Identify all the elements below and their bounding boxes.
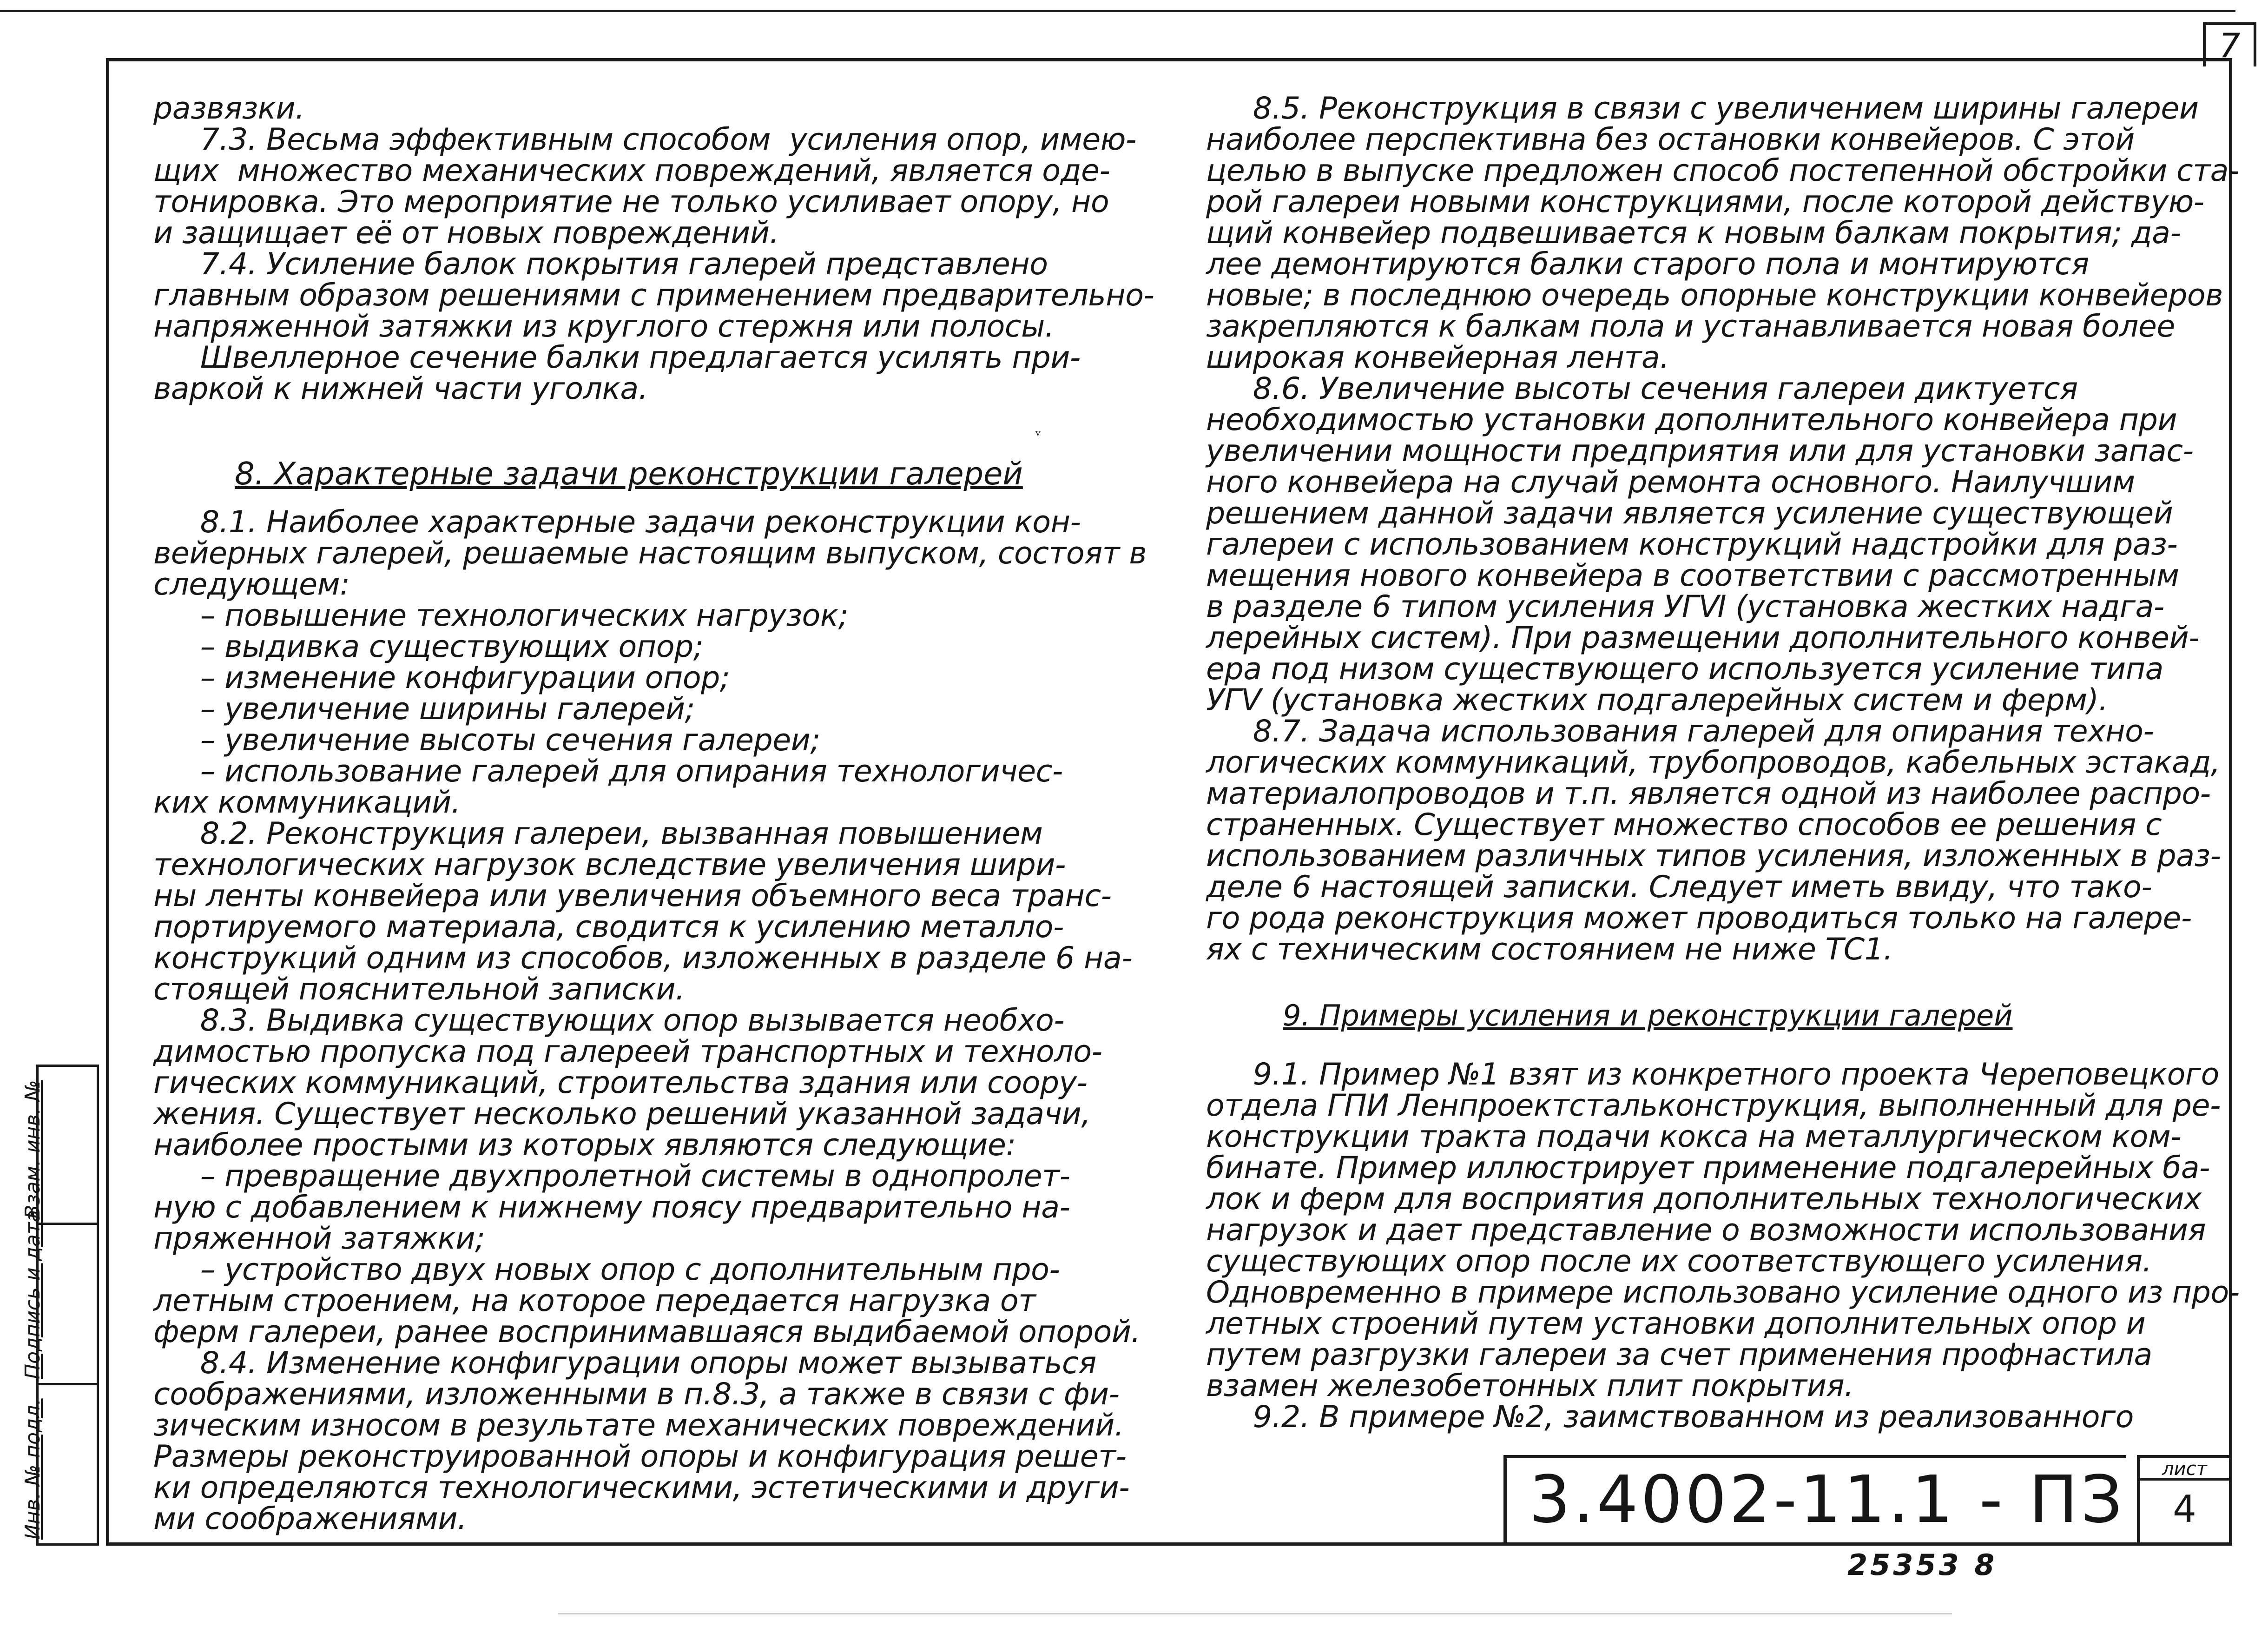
text-line: ны ленты конвейера или увеличения объемного веса транс- — [153, 879, 1112, 913]
text-line: – выдивка существующих опор; — [153, 629, 704, 664]
sidebar-label-inventory: Инв. № подл. — [21, 1398, 45, 1540]
sidebar-cell-inventory — [21, 1385, 97, 1543]
text-line: лок и ферм для восприятия дополнительных технологических — [1206, 1182, 2202, 1217]
text-line: – использование галерей для опирания технологичес- — [153, 754, 1063, 789]
text-line: закрепляются к балкам пола и устанавливается новая более — [1206, 309, 2175, 344]
text-line: – устройство двух новых опор с дополнительным про- — [153, 1252, 1060, 1287]
text-line: ера под низом существующего используется усиление типа — [1206, 652, 2163, 687]
text-line: варкой к нижней части уголка. — [153, 371, 648, 406]
section-9-title: 9. Примеры усиления и реконструкции галерей — [1283, 999, 2013, 1032]
text-line: конструкций одним из способов, изложенных в разделе 6 на- — [153, 941, 1133, 976]
text-line: решением данной задачи является усиление существующей — [1206, 496, 2173, 531]
text-line: го рода реконструкция может проводиться только на галере- — [1206, 901, 2192, 936]
sidebar-label-replacement: Взам. инв. № — [21, 1080, 45, 1219]
text-line: галереи с использованием конструкций надстройки для раз- — [1206, 527, 2178, 562]
text-line: – изменение конфигурации опор; — [153, 661, 730, 695]
text-line: – превращение двухпролетной системы в однопролет- — [153, 1159, 1070, 1194]
text-line: технологических нагрузок вследствие увеличения шири- — [153, 847, 1066, 882]
text-line: ферм галереи, ранее воспринимавшаяся выдибаемой опорой. — [153, 1315, 1141, 1349]
text-line: нагрузок и дает представление о возможности использования — [1206, 1213, 2206, 1248]
bottom-scan-line — [558, 1613, 1952, 1614]
text-line: ми соображениями. — [153, 1501, 467, 1536]
text-line: необходимостью установки дополнительного конвейера при — [1206, 403, 2177, 437]
text-line: и защищает её от новых повреждений. — [153, 216, 779, 251]
text-line: существующих опор после их соответствующего усиления. — [1206, 1244, 2152, 1279]
text-line: – увеличение высоты сечения галереи; — [153, 723, 820, 758]
text-line: 8.7. Задача использования галерей для опирания техно- — [1206, 714, 2154, 749]
text-line: летным строением, на которое передается нагрузка от — [153, 1283, 1036, 1318]
text-line: тонировка. Это мероприятие не только усиливает опору, но — [153, 185, 1109, 219]
page-corner-number: 7 — [2203, 22, 2256, 66]
text-line: отдела ГПИ Ленпроектстальконструкция, выполненный для ре- — [1206, 1088, 2221, 1123]
top-border-line — [0, 10, 2235, 12]
text-line: ную с добавлением к нижнему поясу предварительно на- — [153, 1190, 1070, 1225]
text-line: бинате. Пример иллюстрирует применение подгалерейных ба- — [1206, 1151, 2210, 1185]
text-line: соображениями, изложенными в п.8.3, а также в связи с фи- — [153, 1377, 1120, 1412]
text-line: 9.1. Пример №1 взят из конкретного проекта Череповецкого — [1206, 1057, 2219, 1092]
text-line: напряженной затяжки из круглого стержня или полосы. — [153, 309, 1055, 344]
text-line: развязки. — [153, 91, 305, 126]
text-line: следующем: — [153, 567, 350, 602]
text-line: Размеры реконструированной опоры и конфигурация решет- — [153, 1439, 1127, 1474]
text-line: путем разгрузки галереи за счет применения профнастила — [1206, 1337, 2152, 1372]
text-line: ких коммуникаций. — [153, 785, 461, 820]
text-line: лерейных систем). При размещении дополнительного конвей- — [1206, 621, 2200, 655]
text-line: увеличении мощности предприятия или для установки запас- — [1206, 434, 2194, 469]
text-line: стоящей пояснительной записки. — [153, 972, 685, 1007]
text-line: – повышение технологических нагрузок; — [153, 598, 848, 633]
text-line: щий конвейер подвешивается к новым балкам покрытия; да- — [1206, 216, 2181, 251]
document-code: 3.4002-11.1 - ПЗ — [1529, 1462, 2125, 1538]
text-line: ях с техническим состоянием не ниже ТС1. — [1206, 932, 1893, 967]
text-line: мещения нового конвейера в соответствии с рассмотренным — [1206, 558, 2179, 593]
text-line: 8.5. Реконструкция в связи с увеличением ширины галереи — [1206, 91, 2199, 126]
text-line: 8.4. Изменение конфигурации опоры может вызываться — [153, 1346, 1096, 1381]
text-line: в разделе 6 типом усиления УГⅥ (установка жестких надга- — [1206, 589, 2164, 624]
sheet-number-box — [2137, 1455, 2232, 1546]
text-line: 8.2. Реконструкция галереи, вызванная повышением — [153, 816, 1043, 851]
sidebar-label-signature: Подпись и дата — [21, 1210, 45, 1379]
text-line: материалопроводов и т.п. является одной из наиболее распро- — [1206, 776, 2211, 811]
text-line: использованием различных типов усиления, изложенных в раз- — [1206, 839, 2221, 873]
text-line: ки определяются технологическими, эстетическими и други- — [153, 1470, 1130, 1505]
text-line: страненных. Существует множество способов ее решения с — [1206, 807, 2162, 842]
text-line: пряженной затяжки; — [153, 1221, 485, 1256]
side-approval-stamp — [21, 1065, 99, 1546]
text-line: вейерных галерей, решаемые настоящим выпуском, состоят в — [153, 536, 1147, 571]
text-line: рой галереи новыми конструкциями, после которой действую- — [1206, 185, 2204, 219]
text-line: наиболее перспективна без остановки конвейеров. С этой — [1206, 122, 2135, 157]
text-line: УГⅤ (установка жестких подгалерейных систем и ферм). — [1206, 683, 2108, 718]
text-line: целью в выпуске предложен способ постепенной обстройки ста- — [1206, 153, 2239, 188]
text-line: 9.2. В примере №2, заимствованном из реализованного — [1206, 1400, 2134, 1435]
text-line: логических коммуникаций, трубопроводов, кабельных эстакад, — [1206, 745, 2221, 780]
sheet-label: лист — [2140, 1458, 2229, 1481]
left-column-bottom — [153, 507, 1194, 1534]
text-line: лее демонтируются балки старого пола и монтируются — [1206, 247, 2089, 282]
text-line: щих множество механических повреждений, является оде- — [153, 153, 1110, 188]
text-line: портируемого материала, сводится к усилению металло- — [153, 910, 1064, 945]
text-line: Одновременно в примере использовано усиление одного из про- — [1206, 1275, 2240, 1310]
stray-mark: ᵛ — [1035, 428, 1041, 444]
text-line: 8.3. Выдивка существующих опор вызывается необхо- — [153, 1003, 1065, 1038]
text-line: – увеличение ширины галерей; — [153, 692, 695, 727]
text-line: 7.4. Усиление балок покрытия галерей представлено — [153, 247, 1048, 282]
right-column-bottom — [1206, 1057, 2240, 1435]
sidebar-cell-replacement — [21, 1067, 97, 1225]
sheet-number: 4 — [2173, 1488, 2196, 1531]
text-line: деле 6 настоящей записки. Следует иметь ввиду, что тако- — [1206, 870, 2152, 905]
text-line: широкая конвейерная лента. — [1206, 340, 1669, 375]
archive-number: 25353 8 — [1847, 1548, 1998, 1582]
section-8-title: 8. Характерные задачи реконструкции галерей — [235, 456, 1023, 492]
left-column-top — [153, 93, 1194, 404]
text-line: взамен железобетонных плит покрытия. — [1206, 1369, 1854, 1403]
sidebar-cell-signature — [21, 1210, 97, 1385]
text-line: Швеллерное сечение балки предлагается усилять при- — [153, 340, 1081, 375]
right-column-top — [1206, 91, 2239, 967]
text-line: 8.1. Наиболее характерные задачи реконструкции кон- — [153, 505, 1081, 540]
text-line: димостью пропуска под галереей транспортных и техноло- — [153, 1034, 1102, 1069]
text-line: жения. Существует несколько решений указанной задачи, — [153, 1097, 1091, 1131]
text-line: новые; в последнюю очередь опорные конструкции конвейеров — [1206, 278, 2223, 313]
text-line: гических коммуникаций, строительства здания или соору- — [153, 1065, 1088, 1100]
text-line: конструкции тракта подачи кокса на металлургическом ком- — [1206, 1119, 2182, 1154]
text-line: 8.6. Увеличение высоты сечения галереи диктуется — [1206, 371, 2078, 406]
text-line: главным образом решениями с применением предварительно- — [153, 278, 1154, 313]
text-line: летных строений путем установки дополнительных опор и — [1206, 1306, 2146, 1341]
text-line: наиболее простыми из которых являются следующие: — [153, 1128, 1016, 1163]
text-line: ного конвейера на случай ремонта основного. Наилучшим — [1206, 465, 2135, 500]
text-line: 7.3. Весьма эффективным способом усиления опор, имею- — [153, 122, 1136, 157]
text-line: зическим износом в результате механических повреждений. — [153, 1408, 1124, 1443]
